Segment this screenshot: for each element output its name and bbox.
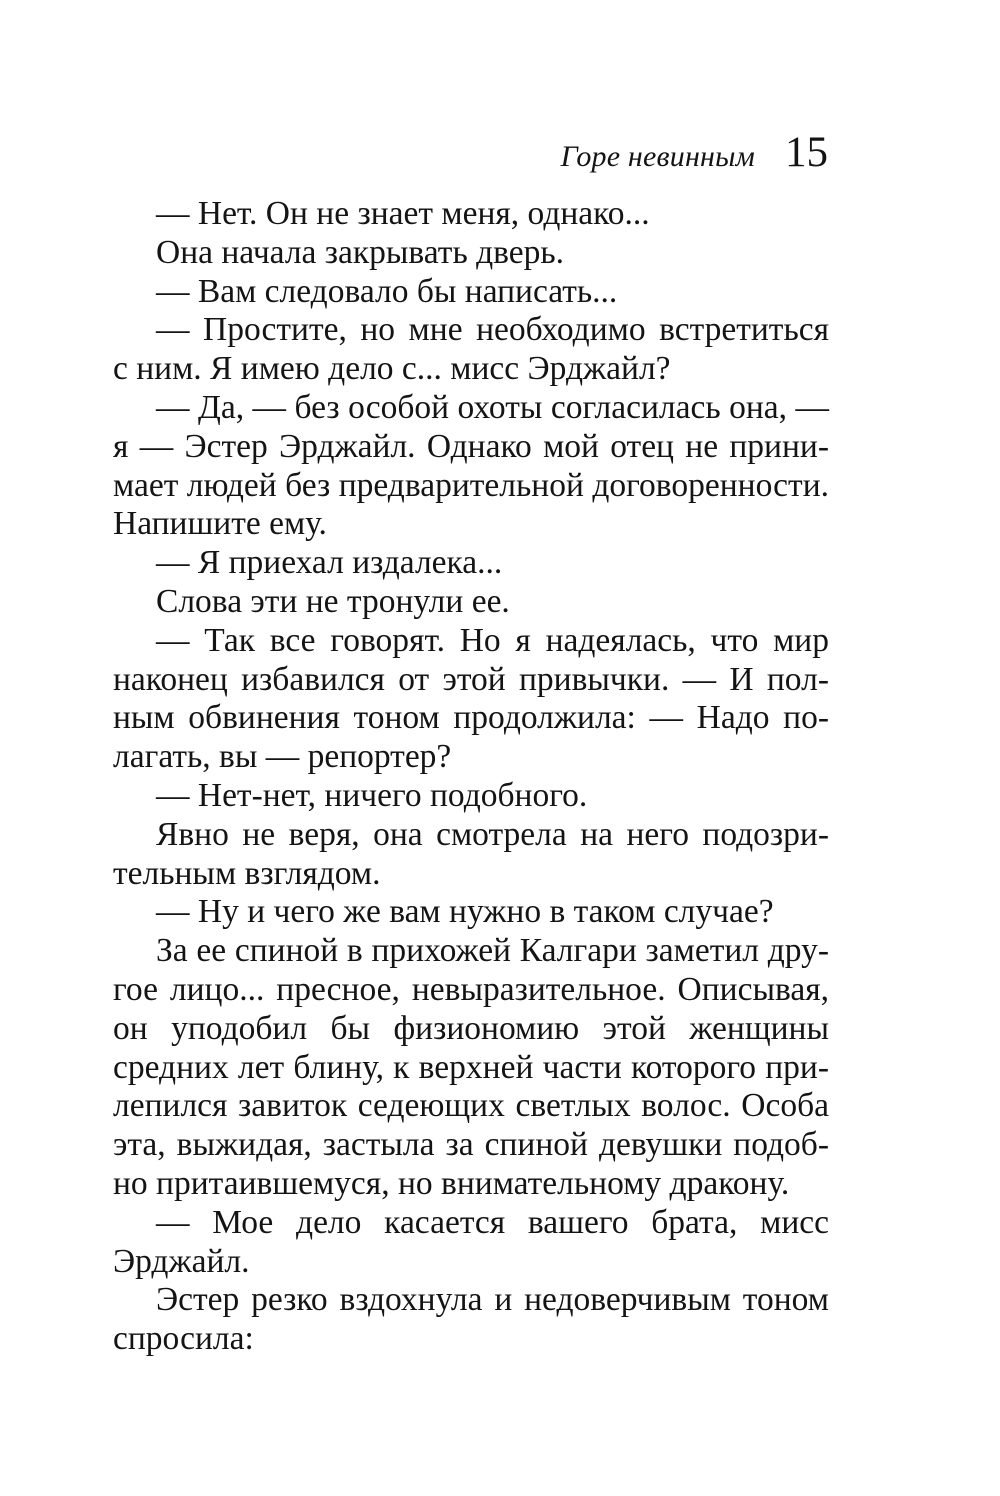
text-line: Эстер резко вздохнула и недоверчивым тоном bbox=[156, 1281, 829, 1319]
text-line: я — Эстер Эрджайл. Однако мой отец не прини- bbox=[113, 427, 829, 465]
text-line: средних лет блину, к верхней части которого при- bbox=[113, 1048, 829, 1086]
text-line: тельным взглядом. bbox=[113, 854, 381, 892]
text-line: эта, выжидая, застыла за спиной девушки подоб- bbox=[113, 1126, 829, 1164]
text-line: спросила: bbox=[113, 1320, 254, 1358]
text-line: — Простите, но мне необходимо встретиться bbox=[156, 311, 829, 349]
text-line: Слова эти не тронули ее. bbox=[156, 582, 510, 620]
text-line: Явно не веря, она смотрела на него подозри- bbox=[156, 815, 829, 853]
text-line: — Я приехал издалека... bbox=[156, 544, 503, 582]
text-line: гое лицо... пресное, невыразительное. Описывая, bbox=[113, 970, 829, 1008]
text-line: — Ну и чего же вам нужно в таком случае? bbox=[156, 893, 774, 931]
text-line: но притаившемуся, но внимательному дракону. bbox=[113, 1164, 790, 1202]
text-body bbox=[113, 195, 829, 1359]
text-line: За ее спиной в прихожей Калгари заметил дру- bbox=[156, 932, 829, 970]
text-line: наконец избавился от этой привычки. — И пол- bbox=[113, 660, 829, 698]
text-line: лагать, вы — репортер? bbox=[113, 738, 452, 776]
text-line: — Нет-нет, ничего подобного. bbox=[156, 776, 588, 814]
text-line: он уподобил бы физиономию этой женщины bbox=[113, 1009, 829, 1047]
text-line: ным обвинения тоном продолжила: — Надо по- bbox=[113, 699, 829, 737]
running-header bbox=[561, 128, 828, 177]
text-line: — Да, — без особой охоты согласилась она, — bbox=[156, 388, 829, 426]
text-line: — Так все говорят. Но я надеялась, что мир bbox=[156, 621, 829, 659]
text-line: — Вам следовало бы написать... bbox=[156, 272, 618, 310]
text-line: лепился завиток седеющих светлых волос. Особа bbox=[113, 1087, 829, 1125]
text-line: — Мое дело касается вашего брата, мисс bbox=[156, 1203, 829, 1241]
page-number: 15 bbox=[785, 129, 828, 176]
text-line: Она начала закрывать дверь. bbox=[156, 233, 565, 271]
running-title: Горе невинным bbox=[560, 140, 755, 173]
text-line: — Нет. Он не знает меня, однако... bbox=[156, 195, 650, 232]
text-line: Эрджайл. bbox=[113, 1242, 250, 1280]
text-line: Напишите ему. bbox=[113, 505, 327, 543]
text-line: мает людей без предварительной договоренности. bbox=[113, 466, 829, 504]
text-line: с ним. Я имею дело с... мисс Эрджайл? bbox=[113, 350, 671, 388]
